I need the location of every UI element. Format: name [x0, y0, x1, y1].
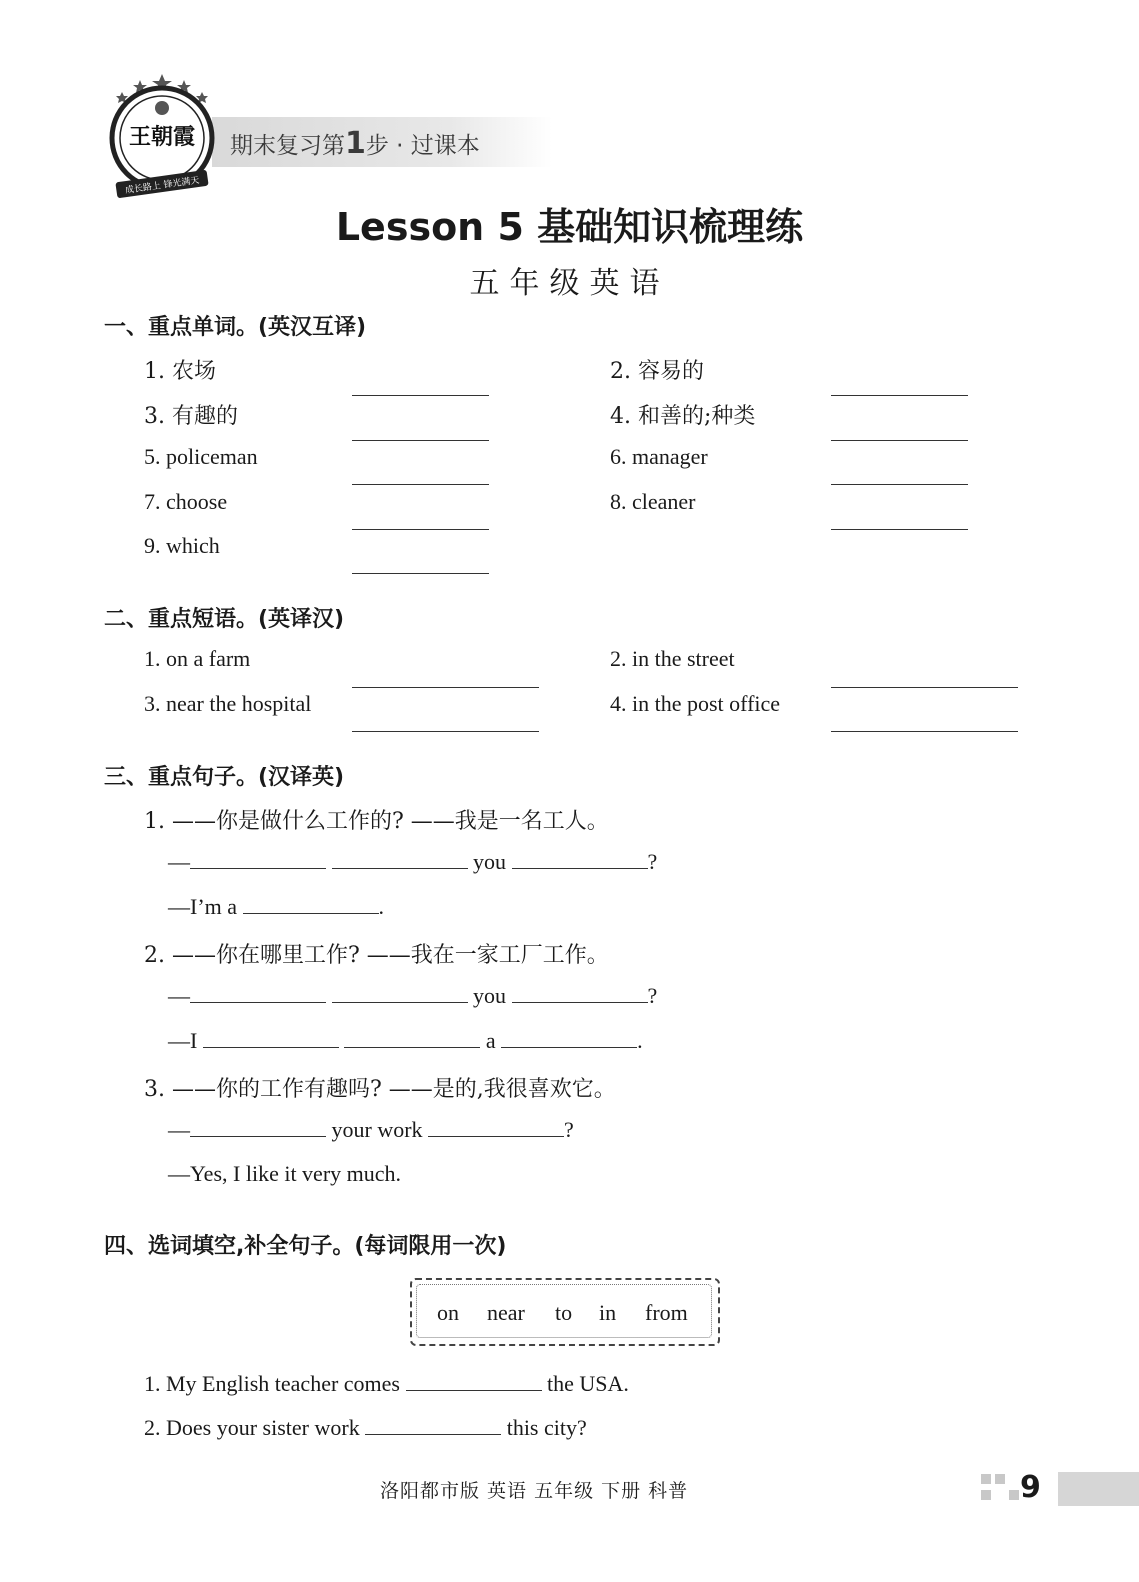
section4-heading: 四、选词填空,补全句子。(每词限用一次): [104, 1234, 507, 1259]
answer-blank[interactable]: [512, 1001, 648, 1003]
footer-deco-square: [1009, 1490, 1019, 1500]
logo-tagline: 成长路上 锋光满天: [124, 175, 201, 197]
page-number-band: [1058, 1472, 1139, 1506]
word-bank-option: on: [437, 1300, 459, 1325]
answer-blank[interactable]: [190, 867, 326, 869]
footer-deco-square: [981, 1490, 991, 1500]
answer-blank[interactable]: [352, 572, 489, 574]
answer-blank[interactable]: [344, 1046, 480, 1048]
band-suffix: 步 · 过课本: [365, 133, 480, 159]
answer-blank[interactable]: [332, 867, 468, 869]
footer-deco-square: [995, 1474, 1005, 1484]
word-item: 1. 农场: [144, 359, 216, 384]
word-bank-option: near: [487, 1300, 525, 1325]
answer-blank[interactable]: [365, 1433, 501, 1435]
answer-line: — you ?: [168, 983, 658, 1008]
given-word: a: [485, 1028, 496, 1053]
answer-blank[interactable]: [831, 686, 1018, 688]
answer-line: —I a .: [168, 1028, 643, 1053]
answer-blank[interactable]: [406, 1389, 542, 1391]
given-word: your work: [331, 1117, 423, 1142]
answer-blank[interactable]: [352, 439, 489, 441]
answer-line: —I’m a .: [168, 894, 385, 919]
sentence-end: the USA.: [547, 1371, 629, 1396]
header-band-text: [230, 126, 480, 161]
answer-blank[interactable]: [501, 1046, 637, 1048]
phrase-item: 2. in the street: [610, 646, 735, 671]
given-word: you: [473, 983, 506, 1008]
section1-heading: 一、重点单词。(英汉互译): [104, 315, 367, 340]
given-word: —I’m a: [168, 894, 238, 919]
phrase-item: 4. in the post office: [610, 691, 781, 716]
word-bank-option: from: [645, 1300, 688, 1325]
word-item: 6. manager: [610, 444, 708, 469]
word-bank-option: in: [599, 1300, 617, 1325]
word-item: 4. 和善的;种类: [610, 404, 756, 429]
publisher-logo: [104, 72, 220, 202]
page-subtitle: 五年级英语: [469, 266, 670, 301]
word-item: 2. 容易的: [610, 359, 704, 384]
logo-name: 王朝霞: [128, 124, 196, 150]
sentence-start: 1. My English teacher comes: [144, 1371, 400, 1396]
word-item: 3. 有趣的: [144, 404, 238, 429]
given-word: you: [473, 849, 506, 874]
answer-blank[interactable]: [190, 1001, 326, 1003]
sentence-end: this city?: [506, 1415, 587, 1440]
section3-heading: 三、重点句子。(汉译英): [104, 765, 345, 790]
word-item: 7. choose: [144, 489, 228, 514]
answer-blank[interactable]: [831, 394, 968, 396]
answer-text: —Yes, I like it very much.: [168, 1161, 402, 1186]
section2-heading: 二、重点短语。(英译汉): [104, 607, 345, 632]
sentence-prompt: 1. ——你是做什么工作的? ——我是一名工人。: [144, 809, 609, 834]
answer-blank[interactable]: [352, 686, 539, 688]
word-item: 5. policeman: [144, 444, 258, 469]
answer-blank[interactable]: [512, 867, 648, 869]
answer-blank[interactable]: [352, 730, 539, 732]
answer-blank[interactable]: [190, 1135, 326, 1137]
word-bank-option: to: [555, 1300, 573, 1325]
answer-blank[interactable]: [243, 912, 379, 914]
answer-blank[interactable]: [831, 483, 968, 485]
answer-blank[interactable]: [203, 1046, 339, 1048]
answer-blank[interactable]: [352, 394, 489, 396]
answer-line: — you ?: [168, 849, 658, 874]
footer-deco-square: [981, 1474, 991, 1484]
answer-blank[interactable]: [352, 528, 489, 530]
sentence-prompt: 3. ——你的工作有趣吗? ——是的,我很喜欢它。: [144, 1077, 616, 1102]
word-item: 9. which: [144, 533, 220, 558]
phrase-item: 1. on a farm: [144, 646, 251, 671]
page-number: 9: [1020, 1470, 1041, 1505]
given-word: —I: [168, 1028, 198, 1053]
answer-blank[interactable]: [831, 528, 968, 530]
fill-sentence: [144, 1371, 629, 1397]
answer-blank[interactable]: [352, 483, 489, 485]
answer-blank[interactable]: [831, 730, 1018, 732]
word-item: 8. cleaner: [610, 489, 696, 514]
answer-blank[interactable]: [332, 1001, 468, 1003]
answer-blank[interactable]: [428, 1135, 564, 1137]
fill-sentence: [144, 1415, 587, 1441]
band-prefix: 期末复习第: [230, 133, 345, 159]
sentence-prompt: 2. ——你在哪里工作? ——我在一家工厂工作。: [144, 943, 609, 968]
answer-blank[interactable]: [831, 439, 968, 441]
phrase-item: 3. near the hospital: [144, 691, 312, 716]
sentence-start: 2. Does your sister work: [144, 1415, 360, 1440]
page-title: Lesson 5 基础知识梳理练: [335, 205, 804, 249]
answer-line: — your work ?: [168, 1117, 574, 1142]
band-number: 1: [345, 126, 366, 161]
footer-edition: 洛阳都市版 英语 五年级 下册 科普: [380, 1480, 689, 1502]
